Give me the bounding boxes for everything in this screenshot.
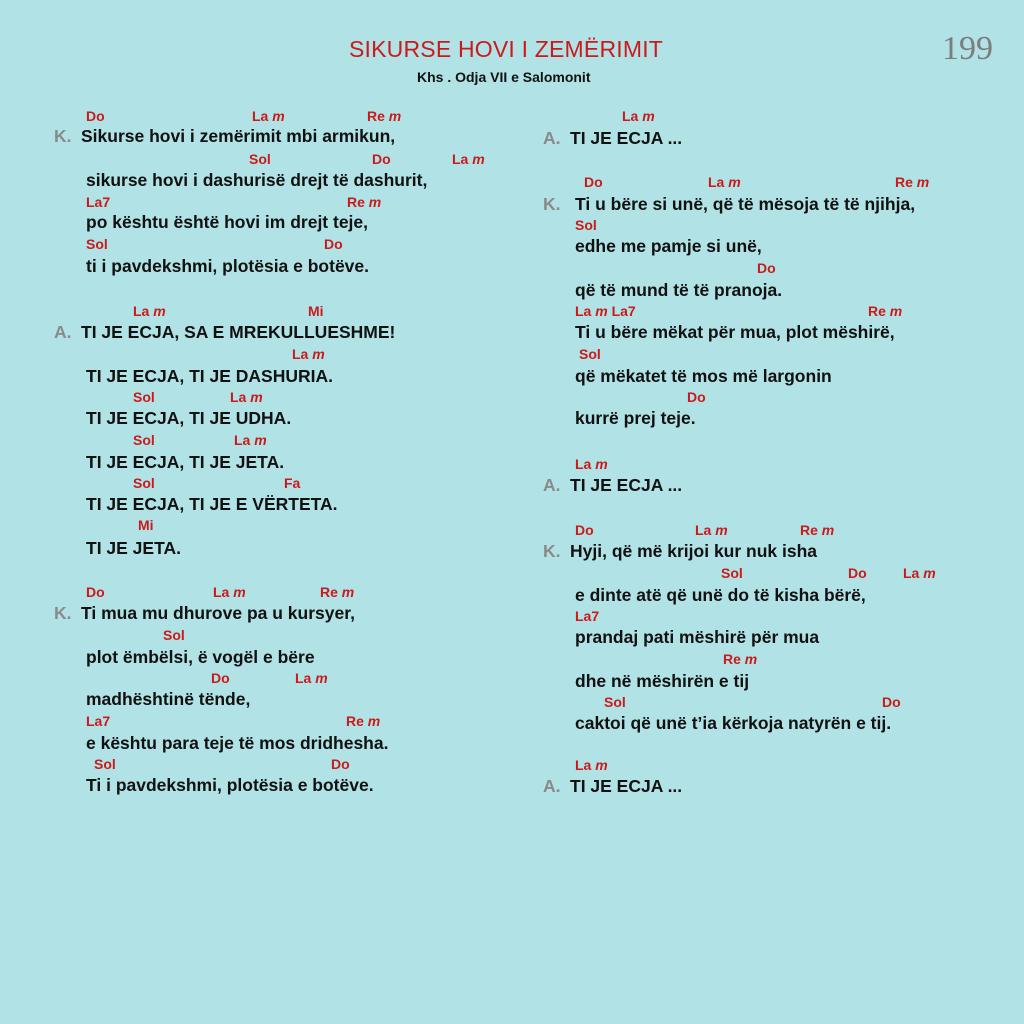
chord: La m <box>708 174 741 190</box>
chord: Sol <box>133 389 155 405</box>
chord: La m <box>575 757 608 773</box>
page-number: 199 <box>942 30 993 67</box>
chord: Re m <box>320 584 355 600</box>
chord: Sol <box>249 151 271 167</box>
lyric-line: Hyji, që më krijoi kur nuk isha <box>570 541 818 561</box>
lyric-line: Ti i pavdekshmi, plotësia e botëve. <box>86 775 374 795</box>
refrain-marker: A. <box>54 322 72 342</box>
verse-marker: K. <box>543 541 561 561</box>
chord: La m La7 <box>575 303 636 319</box>
chord: La m <box>695 522 728 538</box>
verse-marker: K. <box>543 194 561 214</box>
chord: Sol <box>604 694 626 710</box>
chord: Re m <box>346 713 381 729</box>
chord: La m <box>252 108 285 124</box>
chord: Do <box>331 756 350 772</box>
refrain-marker: A. <box>543 776 561 796</box>
chord: La m <box>213 584 246 600</box>
refrain-line: TI JE ECJA ... <box>570 128 683 148</box>
chord: Sol <box>579 346 601 362</box>
chord: Mi <box>308 303 324 319</box>
chord: Re m <box>800 522 835 538</box>
lyric-line: prandaj pati mëshirë për mua <box>575 627 820 647</box>
chord: Do <box>882 694 901 710</box>
refrain-line: TI JE JETA. <box>86 538 181 558</box>
lyric-line: që mëkatet të mos më largonin <box>575 366 832 386</box>
chord: Sol <box>721 565 743 581</box>
song-subtitle: Khs . Odja VII e Salomonit <box>417 69 591 85</box>
chord: La m <box>133 303 166 319</box>
lyric-line: dhe në mëshirën e tij <box>575 671 750 691</box>
chord: Mi <box>138 517 154 533</box>
refrain-line: TI JE ECJA, TI JE DASHURIA. <box>86 366 333 386</box>
chord: La m <box>903 565 936 581</box>
chord: La7 <box>86 194 111 210</box>
lyric-line: kurrë prej teje. <box>575 408 696 428</box>
verse-marker: K. <box>54 126 72 146</box>
chord: La7 <box>575 608 600 624</box>
chord: Do <box>584 174 603 190</box>
chord: La7 <box>86 713 111 729</box>
chord: Do <box>575 522 594 538</box>
refrain-marker: A. <box>543 128 561 148</box>
chord: Do <box>372 151 391 167</box>
lyric-line: Sikurse hovi i zemërimit mbi armikun, <box>81 126 396 146</box>
lyric-line: e kështu para teje të mos dridhesha. <box>86 733 389 753</box>
chord: Re m <box>868 303 903 319</box>
refrain-line: TI JE ECJA, TI JE JETA. <box>86 452 285 472</box>
song-title: SIKURSE HOVI I ZEMËRIMIT <box>349 36 664 62</box>
refrain-line: TI JE ECJA ... <box>570 776 683 796</box>
lyric-line: sikurse hovi i dashurisë drejt të dashurit, <box>86 170 428 190</box>
chord: Fa <box>284 475 301 491</box>
chord: Re m <box>347 194 382 210</box>
chord: Sol <box>86 236 108 252</box>
verse-marker: K. <box>54 603 72 623</box>
lyric-line: Ti u bëre mëkat për mua, plot mëshirë, <box>575 322 895 342</box>
chord: Sol <box>163 627 185 643</box>
chord: La m <box>452 151 485 167</box>
chord: Do <box>211 670 230 686</box>
chord: La m <box>234 432 267 448</box>
chord: Sol <box>133 475 155 491</box>
lyric-line: edhe me pamje si unë, <box>575 236 762 256</box>
refrain-line: TI JE ECJA ... <box>570 475 683 495</box>
lyric-line: po kështu është hovi im drejt teje, <box>86 212 369 232</box>
chord: La m <box>622 108 655 124</box>
chord: La m <box>295 670 328 686</box>
chord: Sol <box>94 756 116 772</box>
lyric-line: ti i pavdekshmi, plotësia e botëve. <box>86 256 370 276</box>
chord: Re m <box>367 108 402 124</box>
refrain-marker: A. <box>543 475 561 495</box>
chord: Re m <box>723 651 758 667</box>
lyric-line: Ti u bëre si unë, që të mësoja të të njihja, <box>575 194 916 214</box>
chord: Do <box>687 389 706 405</box>
chord: Sol <box>133 432 155 448</box>
lyric-line: caktoi që unë t’ia kërkoja natyrën e tij. <box>575 713 892 733</box>
chord: Do <box>757 260 776 276</box>
chord: Do <box>86 584 105 600</box>
chord: Do <box>848 565 867 581</box>
refrain-line: TI JE ECJA, TI JE UDHA. <box>86 408 292 428</box>
lyric-line: plot ëmbëlsi, ë vogël e bëre <box>86 647 315 667</box>
lyric-line: Ti mua mu dhurove pa u kursyer, <box>81 603 355 623</box>
refrain-line: TI JE ECJA, SA E MREKULLUESHME! <box>81 322 396 342</box>
chord: Do <box>86 108 105 124</box>
chord: La m <box>230 389 263 405</box>
chord: La m <box>575 456 608 472</box>
chord: Do <box>324 236 343 252</box>
chord: La m <box>292 346 325 362</box>
chord: Sol <box>575 217 597 233</box>
chord: Re m <box>895 174 930 190</box>
lyric-line: që të mund të të pranoja. <box>575 280 783 300</box>
lyric-line: madhështinë tënde, <box>86 689 251 709</box>
lyric-line: e dinte atë që unë do të kisha bërë, <box>575 585 866 605</box>
refrain-line: TI JE ECJA, TI JE E VËRTETA. <box>86 494 338 514</box>
